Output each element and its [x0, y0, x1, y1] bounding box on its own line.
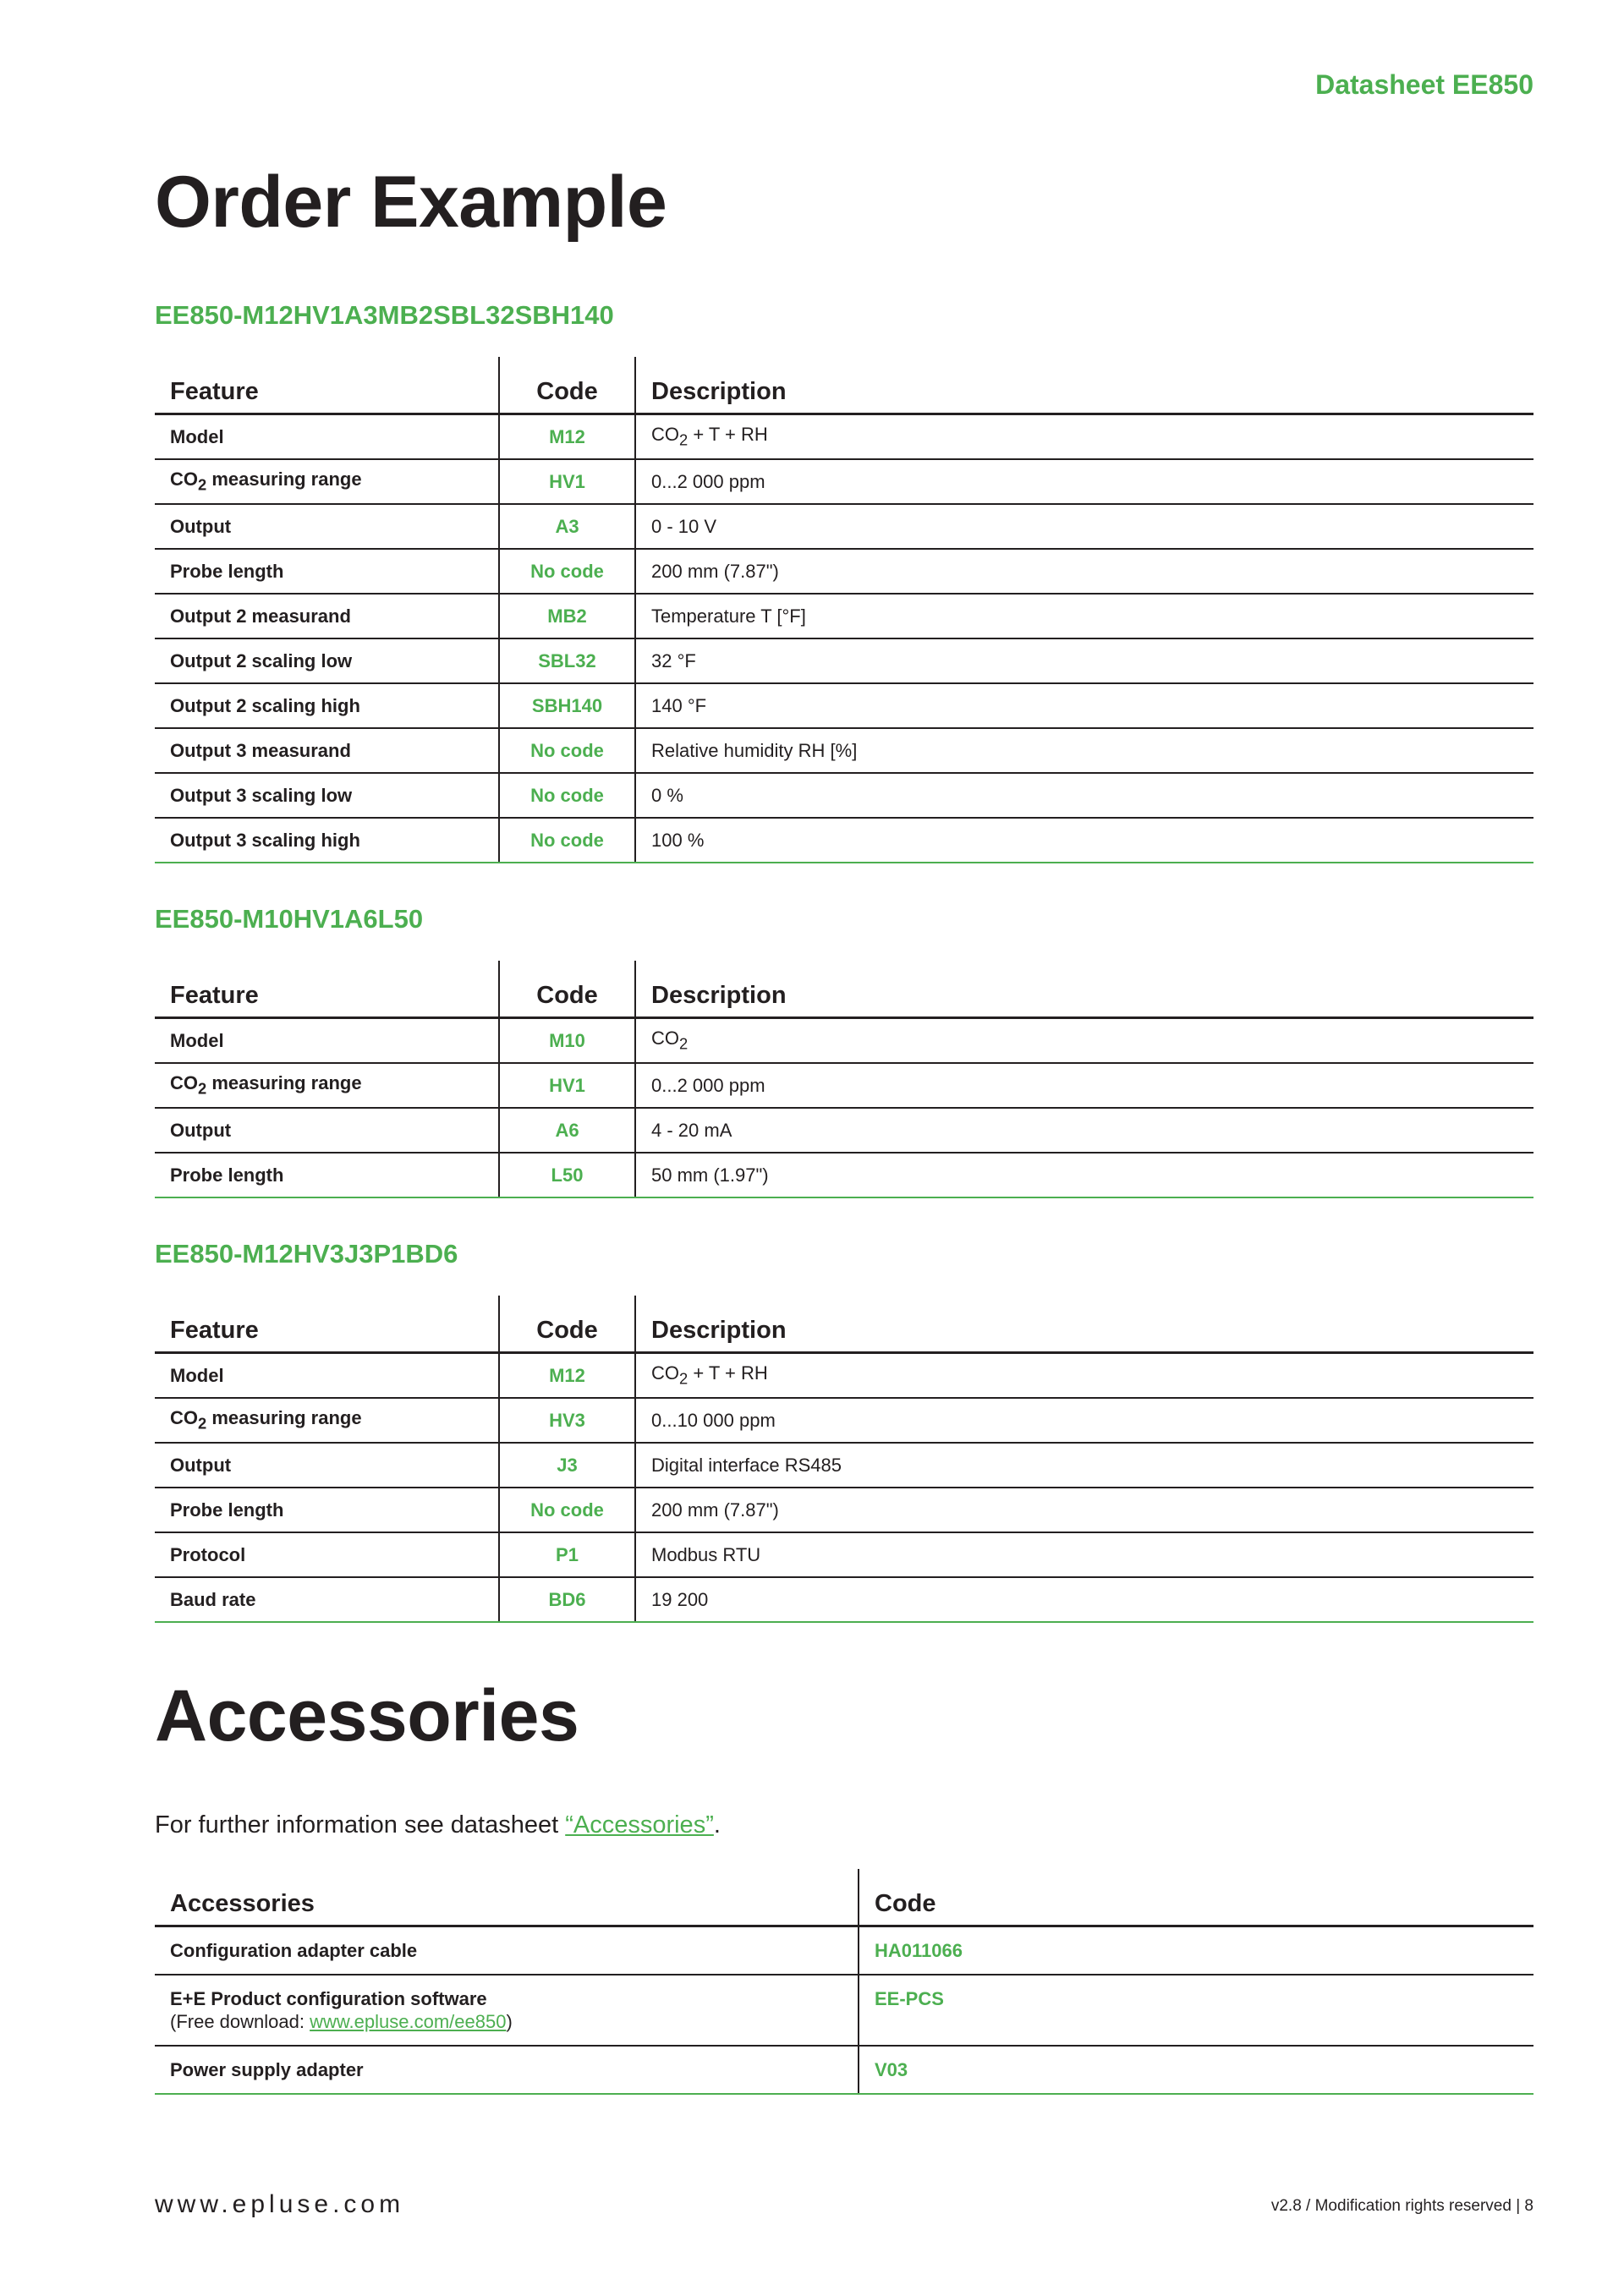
table-row — [155, 1153, 1533, 1197]
accessory-name: Configuration adapter cable — [155, 1926, 859, 1975]
feature-cell: Output 2 scaling high — [155, 683, 499, 728]
table-row — [155, 549, 1533, 594]
description-header: Description — [635, 1296, 1533, 1353]
code-cell: BD6 — [499, 1577, 635, 1622]
table-row — [155, 1975, 1533, 2046]
table-row — [155, 818, 1533, 863]
code-cell: HV1 — [499, 459, 635, 504]
order-example-1 — [155, 294, 1533, 863]
code-cell: P1 — [499, 1532, 635, 1577]
feature-cell: Output — [155, 1108, 499, 1153]
description-cell: 0...2 000 ppm — [635, 459, 1533, 504]
feature-cell: Output 2 scaling low — [155, 638, 499, 683]
code-cell: No code — [499, 549, 635, 594]
description-cell: 0 - 10 V — [635, 504, 1533, 549]
table-row — [155, 2046, 1533, 2094]
description-cell: Relative humidity RH [%] — [635, 728, 1533, 773]
feature-cell: Model — [155, 1353, 499, 1399]
accessory-code: EE-PCS — [859, 1975, 1533, 2046]
code-cell: MB2 — [499, 594, 635, 638]
code-cell: A3 — [499, 504, 635, 549]
order-code-1: EE850-M12HV1A3MB2SBL32SBH140 — [155, 300, 614, 330]
code-header: Code — [499, 357, 635, 414]
description-cell: 200 mm (7.87") — [635, 1488, 1533, 1532]
feature-cell: Output — [155, 504, 499, 549]
accessory-name: Power supply adapter — [155, 2046, 859, 2094]
accessories-heading: Accessories — [155, 1675, 579, 1756]
accessories-header: Accessories — [155, 1869, 859, 1926]
description-cell: $CO_2 + T$ + RH — [635, 414, 1533, 460]
order-example-heading: Order Example — [155, 162, 667, 243]
order-table-3 — [155, 1296, 1533, 1623]
description-cell: 0...10 000 ppm — [635, 1398, 1533, 1443]
description-cell: 32 °F — [635, 638, 1533, 683]
code-header: Code — [499, 961, 635, 1018]
table-row — [155, 1018, 1533, 1064]
footer-version: v2.8 / Modification rights reserved | 8 — [1270, 2197, 1533, 2215]
feature-cell: Output 2 measurand — [155, 594, 499, 638]
table-row — [155, 594, 1533, 638]
feature-cell: Probe length — [155, 1153, 499, 1197]
code-cell: L50 — [499, 1153, 635, 1197]
accessories-datasheet-link[interactable]: “Accessories” — [565, 1811, 714, 1838]
code-cell: HV3 — [499, 1398, 635, 1443]
code-cell: M12 — [499, 1353, 635, 1399]
feature-cell: Output 3 measurand — [155, 728, 499, 773]
download-link[interactable]: www.epluse.com/ee850 — [310, 2011, 507, 2032]
table-row — [155, 504, 1533, 549]
table-row — [155, 1926, 1533, 1975]
table-row — [155, 414, 1533, 460]
description-header: Description — [635, 961, 1533, 1018]
code-cell: M10 — [499, 1018, 635, 1064]
feature-cell: Probe length — [155, 1488, 499, 1532]
code-cell: A6 — [499, 1108, 635, 1153]
feature-cell: Output 3 scaling low — [155, 773, 499, 818]
description-cell: 200 mm (7.87") — [635, 549, 1533, 594]
table-row — [155, 459, 1533, 504]
feature-cell: $CO_2$ measuring range — [155, 1398, 499, 1443]
code-cell: J3 — [499, 1443, 635, 1488]
table-row — [155, 1443, 1533, 1488]
feature-header: Feature — [155, 961, 499, 1018]
order-code-3: EE850-M12HV3J3P1BD6 — [155, 1239, 458, 1269]
feature-cell: Protocol — [155, 1532, 499, 1577]
description-cell: Temperature T [°F] — [635, 594, 1533, 638]
accessories-table-wrap — [155, 1869, 1533, 2095]
feature-cell: $CO_2$ measuring range — [155, 459, 499, 504]
code-cell: SBL32 — [499, 638, 635, 683]
order-code-2: EE850-M10HV1A6L50 — [155, 904, 424, 934]
code-cell: HV1 — [499, 1063, 635, 1108]
accessories-info: For further information see datasheet “Accessories”. — [155, 1811, 721, 1838]
table-row — [155, 773, 1533, 818]
table-row — [155, 1353, 1533, 1399]
feature-header: Feature — [155, 357, 499, 414]
download-note: (Free download: www.epluse.com/ee850) — [170, 2011, 513, 2032]
feature-cell: $CO_2$ measuring range — [155, 1063, 499, 1108]
datasheet-title: Datasheet EE850 — [1315, 69, 1533, 100]
code-cell: No code — [499, 1488, 635, 1532]
order-example-2 — [155, 898, 1533, 1198]
feature-cell: Output — [155, 1443, 499, 1488]
table-row — [155, 1108, 1533, 1153]
table-row — [155, 1532, 1533, 1577]
description-cell: 100 % — [635, 818, 1533, 863]
description-cell: Modbus RTU — [635, 1532, 1533, 1577]
description-cell: 0 % — [635, 773, 1533, 818]
accessory-name: E+E Product configuration software (Free download: www.epluse.com/ee850) — [155, 1975, 859, 2046]
table-row — [155, 1488, 1533, 1532]
accessories-table — [155, 1869, 1533, 2095]
accessory-code: HA011066 — [859, 1926, 1533, 1975]
description-cell: Digital interface RS485 — [635, 1443, 1533, 1488]
feature-cell: Model — [155, 414, 499, 460]
code-header: Code — [499, 1296, 635, 1353]
description-cell: $CO_2 + T$ + RH — [635, 1353, 1533, 1399]
code-cell: No code — [499, 773, 635, 818]
description-cell: 19 200 — [635, 1577, 1533, 1622]
table-row — [155, 1063, 1533, 1108]
table-row — [155, 1398, 1533, 1443]
feature-cell: Baud rate — [155, 1577, 499, 1622]
accessory-code: V03 — [859, 2046, 1533, 2094]
feature-cell: Output 3 scaling high — [155, 818, 499, 863]
order-table-2 — [155, 961, 1533, 1198]
order-table-1 — [155, 357, 1533, 863]
table-row — [155, 638, 1533, 683]
footer-website: www.epluse.com — [155, 2190, 405, 2218]
description-header: Description — [635, 357, 1533, 414]
feature-header: Feature — [155, 1296, 499, 1353]
description-cell: 140 °F — [635, 683, 1533, 728]
code-cell: No code — [499, 728, 635, 773]
description-cell: 4 - 20 mA — [635, 1108, 1533, 1153]
table-row — [155, 1577, 1533, 1622]
description-cell: $CO_2$ — [635, 1018, 1533, 1064]
order-example-3 — [155, 1233, 1533, 1623]
feature-cell: Model — [155, 1018, 499, 1064]
description-cell: 0...2 000 ppm — [635, 1063, 1533, 1108]
code-cell: SBH140 — [499, 683, 635, 728]
feature-cell: Probe length — [155, 549, 499, 594]
code-cell: M12 — [499, 414, 635, 460]
code-cell: No code — [499, 818, 635, 863]
description-cell: 50 mm (1.97") — [635, 1153, 1533, 1197]
accessories-code-header: Code — [859, 1869, 1533, 1926]
table-row — [155, 728, 1533, 773]
table-row — [155, 683, 1533, 728]
